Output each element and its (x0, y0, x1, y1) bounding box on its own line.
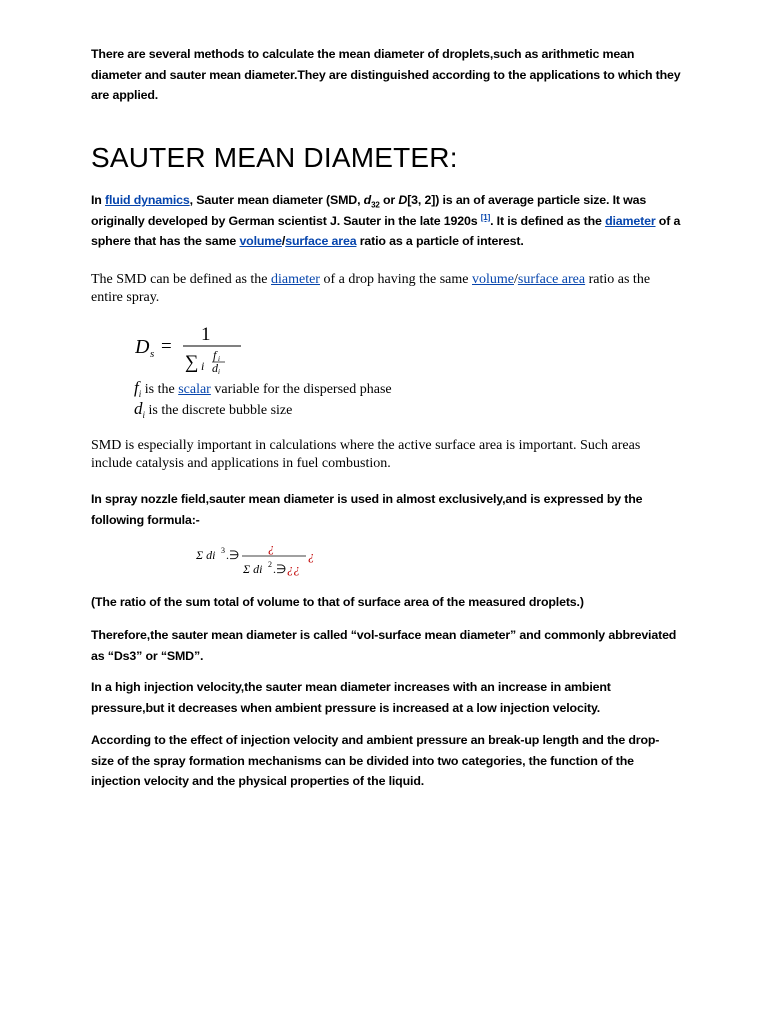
svg-text:=: = (161, 336, 172, 357)
link-volume[interactable]: volume (239, 234, 282, 248)
vol-surface-paragraph: Therefore,the sauter mean diameter is called “vol-surface mean diameter” and commonly abbreviated as “Ds3” or “SMD”. (91, 628, 677, 663)
formula-numerator: 1 (201, 324, 211, 345)
definition-f: $f_i$ is the scalar variable for the dispersed phase (134, 378, 392, 399)
svg-text:i: i (218, 368, 220, 376)
svg-text:3: 3 (221, 546, 225, 555)
break-up-paragraph: According to the effect of injection velocity and ambient pressure an break-up length and the drop-size of the spray formation mechanisms can be divided into two categories, the function of the injection velocity and the physical properties of the liquid. (91, 733, 660, 788)
svg-text:d: d (212, 361, 218, 375)
intro-paragraph: There are several methods to calculate the mean diameter of droplets,such as arithmetic mean diameter and sauter mean diameter.They are distinguished according to the applications to which they are applied. (91, 47, 681, 102)
svg-text:¿: ¿ (308, 548, 315, 563)
smd-formula (135, 320, 265, 380)
smd-drop-paragraph: The SMD can be defined as the diameter of a drop having the same volume/surface area ratio as the entire spray. (91, 272, 651, 305)
section-heading: SAUTER MEAN DIAMETER: (91, 142, 458, 173)
svg-text:Σ di: Σ di (196, 548, 216, 562)
svg-text:¿¿: ¿¿ (287, 561, 300, 576)
svg-text:s: s (150, 348, 155, 360)
link-scalar[interactable]: scalar (178, 382, 211, 397)
svg-text:.∋: .∋ (273, 562, 287, 576)
summation-symbol: ∑ (185, 352, 199, 373)
link-surface-area-2[interactable]: surface area (517, 272, 586, 287)
svg-text:¿: ¿ (268, 540, 275, 555)
spray-nozzle-paragraph: In spray nozzle field,sauter mean diameter is used in almost exclusively,and is expressed by the following formula:- (91, 492, 643, 527)
smd-importance-paragraph: SMD is especially important in calculations where the active surface area is important. Such areas include catalysis and applications in fuel combustion. (91, 438, 641, 471)
link-diameter[interactable]: diameter (605, 213, 656, 228)
svg-text:Σ di: Σ di (243, 562, 263, 576)
injection-velocity-paragraph: In a high injection velocity,the sauter mean diameter increases with an increase in ambient pressure,but it decreases when ambient pressure is increased at a low injection velocity. (91, 680, 611, 715)
svg-text:2: 2 (268, 560, 272, 569)
smd-definition-paragraph: In fluid dynamics, Sauter mean diameter (SMD, $d_{32}$ or D[3, 2]) is an of average particle size. It was originally developed by German scientist J. Sauter in the late 1920s [1]. It is defined as the diameter of a sphere that has the same volume/surface area ratio as a particle of interest. (91, 193, 681, 248)
ratio-note-paragraph: (The ratio of the sum total of volume to that of surface area of the measured droplets.) (91, 595, 584, 609)
formula-lhs: D (135, 336, 150, 358)
svg-text:i: i (218, 355, 220, 363)
link-fluid-dynamics[interactable]: fluid dynamics (105, 193, 190, 207)
citation-link[interactable]: [1] (480, 212, 491, 222)
link-surface-area[interactable]: surface area (285, 234, 357, 248)
spray-formula (196, 540, 336, 578)
svg-text:.∋: .∋ (226, 548, 240, 562)
svg-text:i: i (201, 359, 205, 373)
svg-text:f: f (213, 348, 217, 362)
link-diameter-2[interactable]: diameter (271, 272, 320, 287)
link-volume-2[interactable]: volume (472, 272, 514, 287)
definition-d: $d_i$ is the discrete bubble size (134, 399, 293, 420)
